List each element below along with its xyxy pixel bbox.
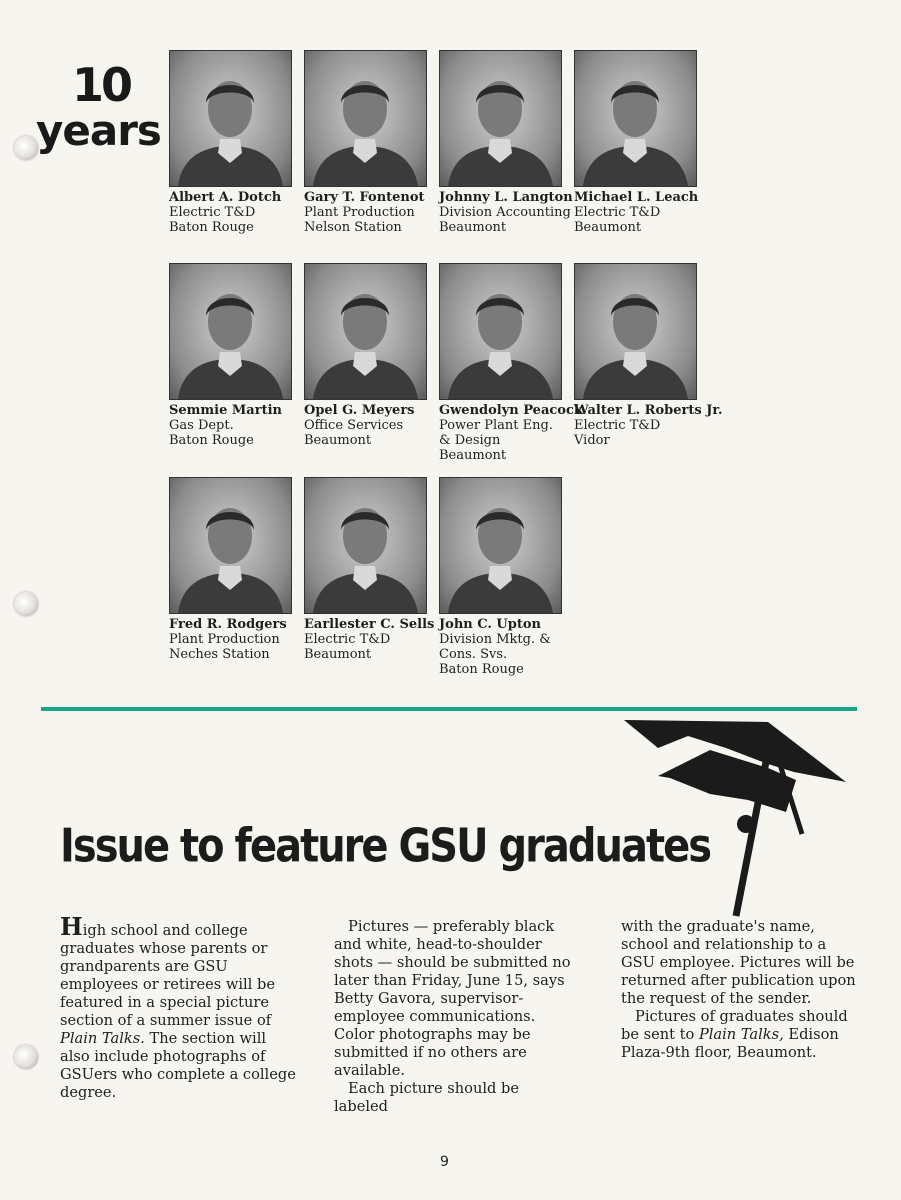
employee-photo	[304, 50, 427, 187]
paragraph-text: Edison Plaza-9th floor, Beaumont.	[621, 1026, 839, 1061]
employee-details	[304, 205, 444, 235]
employee-detail-line: Electric T&D	[574, 205, 661, 220]
article-paragraph: with the graduate's name, school and relationship to a GSU employee. Pictures will be returned after publication upon the request of the sender.	[621, 918, 856, 1007]
employee-card	[169, 263, 309, 448]
employee-photo	[439, 263, 562, 400]
article-column-1	[60, 912, 300, 1102]
employee-card	[574, 263, 723, 448]
employee-detail-line: Nelson Station	[304, 220, 402, 235]
portrait-silhouette-icon	[305, 51, 426, 186]
employee-detail-line: Division Mktg. &	[439, 632, 551, 647]
employee-detail-line: Electric T&D	[574, 418, 661, 433]
employee-photo	[439, 50, 562, 187]
employee-details	[439, 418, 579, 463]
article-paragraph	[621, 1008, 861, 1062]
employee-card	[439, 50, 579, 235]
portrait-silhouette-icon	[440, 264, 561, 399]
employee-detail-line: Neches Station	[169, 647, 270, 662]
employee-photo	[574, 50, 697, 187]
employee-photo	[574, 263, 697, 400]
paragraph-text: The section will also include photographs of GSUers who complete a college degree.	[60, 1030, 296, 1101]
portrait-silhouette-icon	[575, 51, 696, 186]
employee-card	[304, 477, 444, 662]
employee-name: Gary T. Fontenot	[304, 190, 425, 205]
employee-name: Fred R. Rodgers	[169, 617, 287, 632]
employee-detail-line: Beaumont	[439, 220, 507, 235]
employee-detail-line: Gas Dept.	[169, 418, 234, 433]
article-paragraph: Pictures — preferably black and white, head-to-shoulder shots — should be submitted no later than Friday, June 15, says Betty Gavora, supervisor-employee communications. Color photographs may be submitted if no others are available.	[334, 918, 571, 1079]
drop-cap: H	[60, 912, 83, 941]
graduation-cap-icon	[618, 716, 850, 921]
employee-photo	[169, 50, 292, 187]
employee-photo	[169, 477, 292, 614]
article-column-2	[334, 918, 572, 1116]
employee-detail-line: Plant Production	[304, 205, 415, 220]
employee-detail-line: Electric T&D	[304, 632, 391, 647]
portrait-silhouette-icon	[575, 264, 696, 399]
publication-name: Plain Talks.	[60, 1030, 145, 1047]
employee-detail-line: Baton Rouge	[169, 220, 254, 235]
publication-name: Plain Talks,	[698, 1026, 784, 1043]
employee-detail-line: Electric T&D	[169, 205, 256, 220]
employee-name: Semmie Martin	[169, 403, 282, 418]
employee-card	[439, 477, 579, 677]
employee-details	[169, 205, 309, 235]
employee-details	[304, 632, 444, 662]
employee-detail-line: & Design	[439, 433, 501, 448]
page-number: 9	[440, 1154, 449, 1170]
employee-card	[169, 477, 309, 662]
employee-details	[169, 418, 309, 448]
portrait-silhouette-icon	[440, 51, 561, 186]
employee-detail-line: Office Services	[304, 418, 404, 433]
punch-hole-middle	[14, 592, 38, 616]
employee-photo	[304, 477, 427, 614]
employee-detail-line: Power Plant Eng.	[439, 418, 553, 433]
portrait-silhouette-icon	[170, 478, 291, 613]
paragraph-text: Pictures of graduates should be sent to	[621, 1008, 848, 1043]
portrait-silhouette-icon	[170, 264, 291, 399]
employee-photo	[439, 477, 562, 614]
employee-card	[169, 50, 309, 235]
employee-name: Walter L. Roberts Jr.	[574, 403, 723, 418]
employee-photo	[304, 263, 427, 400]
punch-hole-bottom	[14, 1045, 38, 1069]
employee-name: Michael L. Leach	[574, 190, 699, 205]
portrait-silhouette-icon	[440, 478, 561, 613]
employee-card	[439, 263, 583, 463]
paragraph-text: igh school and college graduates whose parents or grandparents are GSU employees or retirees will be featured in a special picture section of a summer issue of	[60, 922, 275, 1029]
employee-detail-line: Beaumont	[304, 433, 372, 448]
article-paragraph	[60, 912, 300, 1102]
years-number: 10	[72, 58, 131, 112]
employee-detail-line: Beaumont	[574, 220, 642, 235]
employee-name: Opel G. Meyers	[304, 403, 415, 418]
employee-card	[304, 263, 444, 448]
portrait-silhouette-icon	[305, 264, 426, 399]
employee-detail-line: Baton Rouge	[169, 433, 254, 448]
employee-detail-line: Cons. Svs.	[439, 647, 508, 662]
employee-name: Albert A. Dotch	[169, 190, 282, 205]
employee-details	[439, 205, 579, 235]
punch-hole-top	[14, 136, 38, 160]
employee-name: John C. Upton	[439, 617, 541, 632]
employee-card	[574, 50, 714, 235]
employee-name: Johnny L. Langton	[439, 190, 573, 205]
article-headline: Issue to feature GSU graduates	[60, 820, 711, 873]
employee-card	[304, 50, 444, 235]
employee-detail-line: Division Accounting	[439, 205, 571, 220]
employee-photo	[169, 263, 292, 400]
employee-details	[439, 632, 579, 677]
years-word: years	[36, 106, 161, 155]
portrait-silhouette-icon	[170, 51, 291, 186]
portrait-silhouette-icon	[305, 478, 426, 613]
employee-details	[574, 205, 714, 235]
employee-detail-line: Vidor	[574, 433, 610, 448]
employee-name: Gwendolyn Peacock	[439, 403, 583, 418]
employee-details	[304, 418, 444, 448]
employee-detail-line: Plant Production	[169, 632, 280, 647]
employee-detail-line: Baton Rouge	[439, 662, 524, 677]
employee-detail-line: Beaumont	[439, 448, 507, 463]
employee-details	[574, 418, 714, 448]
employee-name: Earllester C. Sells	[304, 617, 435, 632]
employee-details	[169, 632, 309, 662]
article-column-3	[621, 918, 861, 1062]
section-divider	[41, 707, 857, 711]
employee-detail-line: Beaumont	[304, 647, 372, 662]
article-paragraph: Each picture should be labeled	[334, 1080, 519, 1115]
